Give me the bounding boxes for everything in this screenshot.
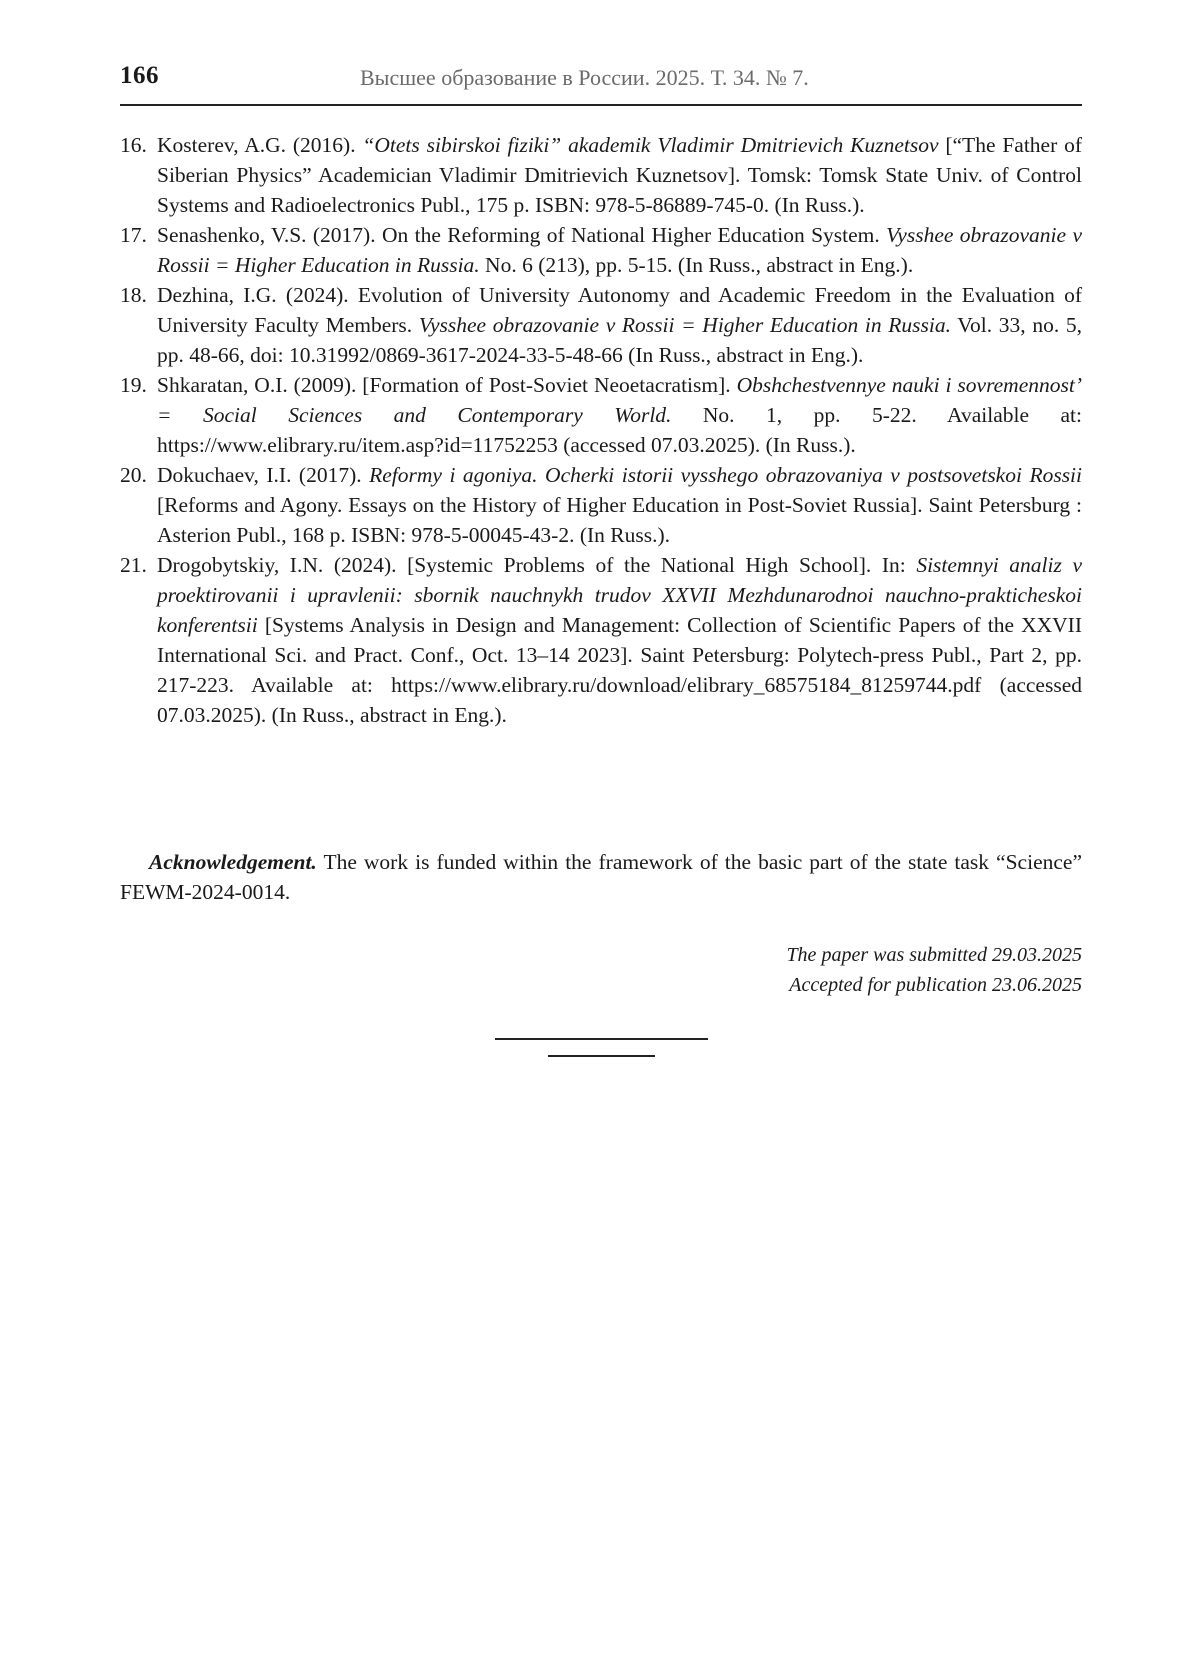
page-header (120, 58, 1082, 106)
acknowledgement-label: Acknowledgement. (149, 850, 317, 874)
page-number: 166 (120, 62, 159, 89)
reference-item (120, 550, 1082, 730)
reference-item (120, 220, 1082, 280)
reference-text: Dokuchaev, I.I. (2017). Reformy i agoniya. Ocherki istorii vysshego obrazovaniya v postsovetskoi Rossii [Reforms and Agony. Essays on the History of Higher Education in Post-Soviet Russia]. Saint Petersburg : Asterion Publ., 168 p. ISBN: 978-5-00045-43-2. (In Russ.). (157, 463, 1083, 547)
reference-number: 16. (120, 133, 147, 157)
reference-text: Dezhina, I.G. (2024). Evolution of University Autonomy and Academic Freedom in the Evaluation of University Faculty Members. Vysshee obrazovanie v Rossii = Higher Education in Russia. Vol. 33, no. 5, pp. 48-66, doi: 10.31992/0869-3617-2024-33-5-48-66 (In Russ., abstract in Eng.). (157, 283, 1082, 367)
reference-list (120, 130, 1082, 730)
reference-item (120, 280, 1082, 370)
running-title: Высшее образование в России. 2025. Т. 34. № 7. (360, 65, 809, 90)
reference-number: 20. (120, 463, 147, 487)
reference-number: 19. (120, 373, 147, 397)
reference-text: Drogobytskiy, I.N. (2024). [Systemic Problems of the National High School]. In: Sistemnyi analiz v proektirovanii i upravlenii: sbornik nauchnykh trudov XXVII Mezhdunarodnoi nauchno-prakticheskoi konferentsii [Systems Analysis in Design and Management: Collection of Scientific Papers of the XXVII International Sci. and Pract. Conf., Oct. 13–14 2023]. Saint Petersburg: Polytech-press Publ., Part 2, pp. 217-223. Available at: https://www.elibrary.ru/download/elibrary_68575184_81259744.pdf (accessed 07.03.2025). (In Russ., abstract in Eng.). (157, 553, 1082, 727)
publication-dates (786, 940, 1082, 1000)
acknowledgement (120, 847, 1082, 907)
reference-item (120, 370, 1082, 460)
end-rule-short (548, 1055, 655, 1057)
end-rule-long (495, 1038, 708, 1040)
submitted-date: The paper was submitted 29.03.2025 (786, 944, 1082, 966)
reference-item (120, 460, 1082, 550)
reference-number: 21. (120, 553, 147, 577)
reference-text: Shkaratan, O.I. (2009). [Formation of Post-Soviet Neoetacratism]. Obshchestvennye nauki i sovremennost’ = Social Sciences and Contemporary World. No. 1, pp. 5-22. Available at: https://www.elibrary.ru/item.asp?id=11752253 (accessed 07.03.2025). (In Russ.). (157, 373, 1082, 457)
reference-item (120, 130, 1082, 220)
acknowledgement-text: The work is funded within the framework of the basic part of the state task “Science” FEWM-2024-0014. (120, 850, 1082, 904)
reference-number: 18. (120, 283, 147, 307)
accepted-date: Accepted for publication 23.06.2025 (789, 974, 1082, 996)
reference-text: Kosterev, A.G. (2016). “Otets sibirskoi fiziki” akademik Vladimir Dmitrievich Kuznetsov [“The Father of Siberian Physics” Academician Vladimir Dmitrievich Kuznetsov]. Tomsk: Tomsk State Univ. of Control Systems and Radioelectronics Publ., 175 p. ISBN: 978-5-86889-745-0. (In Russ.). (157, 133, 1082, 217)
reference-text: Senashenko, V.S. (2017). On the Reforming of National Higher Education System. Vysshee obrazovanie v Rossii = Higher Education in Russia. No. 6 (213), pp. 5-15. (In Russ., abstract in Eng.). (157, 223, 1082, 277)
reference-number: 17. (120, 223, 147, 247)
